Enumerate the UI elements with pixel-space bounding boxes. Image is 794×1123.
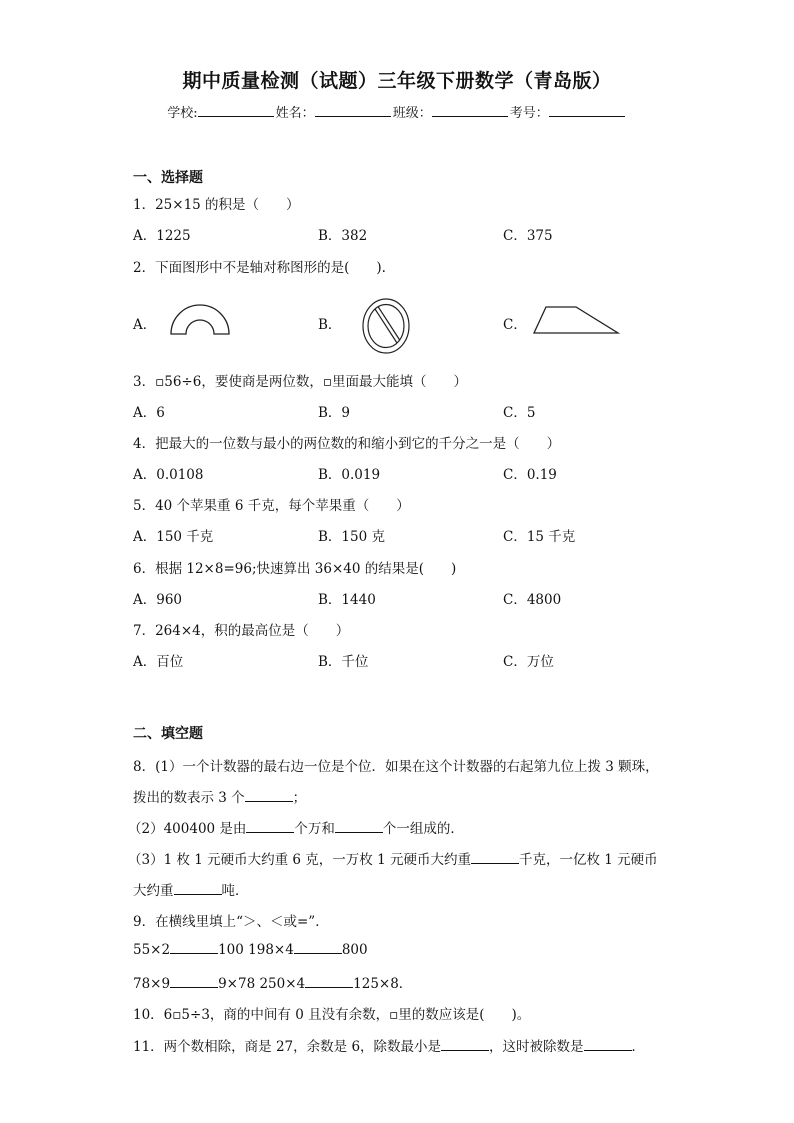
q6-option-b[interactable]: B．1440 [318, 592, 376, 608]
q3-option-b[interactable]: B．9 [318, 405, 351, 421]
question-8-part1-line2 [133, 786, 306, 806]
page-title: 期中质量检测（试题）三年级下册数学（青岛版） [182, 70, 612, 92]
q5-option-c[interactable]: C．15 千克 [503, 529, 576, 545]
name-label: 姓名： [275, 106, 315, 121]
q6-option-c[interactable]: C．4800 [503, 592, 562, 608]
answer-blank[interactable] [441, 1038, 489, 1051]
name-field[interactable] [315, 104, 391, 117]
arch-shape-icon [168, 300, 232, 336]
q8-text: （2）400400 是由 [128, 821, 247, 837]
section-heading-fill-in: 二、填空题 [133, 726, 203, 742]
question-9: 9．在横线里填上“＞、＜或=”． [133, 914, 329, 930]
q4-option-a[interactable]: A．0.0108 [133, 467, 204, 483]
answer-blank[interactable] [170, 975, 218, 988]
q4-option-c[interactable]: C．0.19 [503, 467, 557, 483]
answer-blank[interactable] [174, 882, 222, 895]
answer-blank[interactable] [246, 820, 294, 833]
q7-option-a[interactable]: A．百位 [133, 654, 184, 670]
school-field[interactable] [198, 104, 274, 117]
q8-text: ； [292, 790, 307, 806]
q2-option-c[interactable]: C． [503, 317, 527, 333]
question-8-part3-line2 [133, 879, 249, 899]
question-8-part3-line1 [128, 848, 658, 868]
question-1: 1．25×15 的积是（ ） [133, 197, 300, 213]
q11-text: ． [631, 1039, 646, 1055]
section-heading-choice: 一、选择题 [133, 170, 203, 186]
question-8-part1-line1: 8．(1）一个计数器的最右边一位是个位．如果在这个计数器的右起第九位上拨 3 颗珠， [133, 759, 659, 775]
exam-number-label: 考号： [509, 106, 549, 121]
answer-blank[interactable] [294, 941, 342, 954]
q9-text: 55×2 [133, 942, 171, 958]
q1-option-a[interactable]: A．1225 [133, 228, 191, 244]
question-9-row1 [133, 941, 368, 958]
question-6: 6．根据 12×8=96;快速算出 36×40 的结果是( ) [133, 561, 457, 577]
q2-option-a[interactable]: A． [133, 317, 157, 333]
question-7: 7．264×4，积的最高位是（ ） [133, 623, 350, 639]
question-5: 5．40 个苹果重 6 千克，每个苹果重（ ） [133, 498, 410, 514]
q3-option-a[interactable]: A．6 [133, 405, 165, 421]
question-3: 3．▫56÷6，要使商是两位数，▫里面最大能填（ ） [133, 374, 467, 390]
q3-option-c[interactable]: C．5 [503, 405, 536, 421]
exam-number-field[interactable] [549, 104, 625, 117]
answer-blank[interactable] [245, 789, 293, 802]
question-8-part2 [128, 817, 464, 837]
q1-option-b[interactable]: B．382 [318, 228, 368, 244]
class-field[interactable] [432, 104, 508, 117]
answer-blank[interactable] [471, 851, 519, 864]
q2-option-b[interactable]: B． [318, 317, 342, 333]
q8-text: 大约重 [133, 883, 174, 899]
question-9-row2 [133, 972, 412, 992]
q9-text: 800 [341, 942, 368, 958]
q7-option-c[interactable]: C．万位 [503, 654, 554, 670]
q11-text: 11．两个数相除，商是 27，余数是 6，除数最小是 [133, 1039, 442, 1055]
school-label: 学校: [167, 106, 198, 121]
q8-text: 拨出的数表示 3 个 [133, 790, 245, 806]
answer-blank[interactable] [335, 820, 383, 833]
answer-blank[interactable] [170, 941, 218, 954]
no-entry-sign-icon [361, 297, 411, 355]
q4-option-b[interactable]: B．0.019 [318, 467, 381, 483]
question-4: 4．把最大的一位数与最小的两位数的和缩小到它的千分之一是（ ） [133, 436, 561, 452]
trapezoid-shape-icon [532, 305, 622, 335]
student-info-line [0, 102, 794, 121]
q6-option-a[interactable]: A．960 [133, 592, 183, 608]
q8-text: 吨． [221, 883, 249, 899]
q8-text: （3）1 枚 1 元硬币大约重 6 克，一万枚 1 元硬币大约重 [128, 852, 471, 868]
q11-text: ，这时被除数是 [489, 1039, 584, 1055]
q9-text: 125×8． [353, 976, 413, 992]
q9-text: 78×9 [133, 976, 171, 992]
q5-option-b[interactable]: B．150 克 [318, 529, 385, 545]
class-label: 班级： [392, 106, 432, 121]
q8-text: 个一组成的． [382, 821, 464, 837]
q7-option-b[interactable]: B．千位 [318, 654, 369, 670]
answer-blank[interactable] [305, 975, 353, 988]
answer-blank[interactable] [584, 1038, 632, 1051]
question-10: 10．6▫5÷3，商的中间有 0 且没有余数，▫里的数应该是( )。 [133, 1007, 531, 1023]
q5-option-a[interactable]: A．150 千克 [133, 529, 214, 545]
q8-text: 千克，一亿枚 1 元硬币 [518, 852, 658, 868]
question-11 [133, 1035, 645, 1055]
q1-option-c[interactable]: C．375 [503, 228, 553, 244]
q9-text: 9×78 250×4 [218, 976, 306, 992]
q9-text: 100 198×4 [218, 942, 294, 958]
question-2: 2．下面图形中不是轴对称图形的是( ). [133, 260, 386, 276]
q8-text: 个万和 [294, 821, 335, 837]
